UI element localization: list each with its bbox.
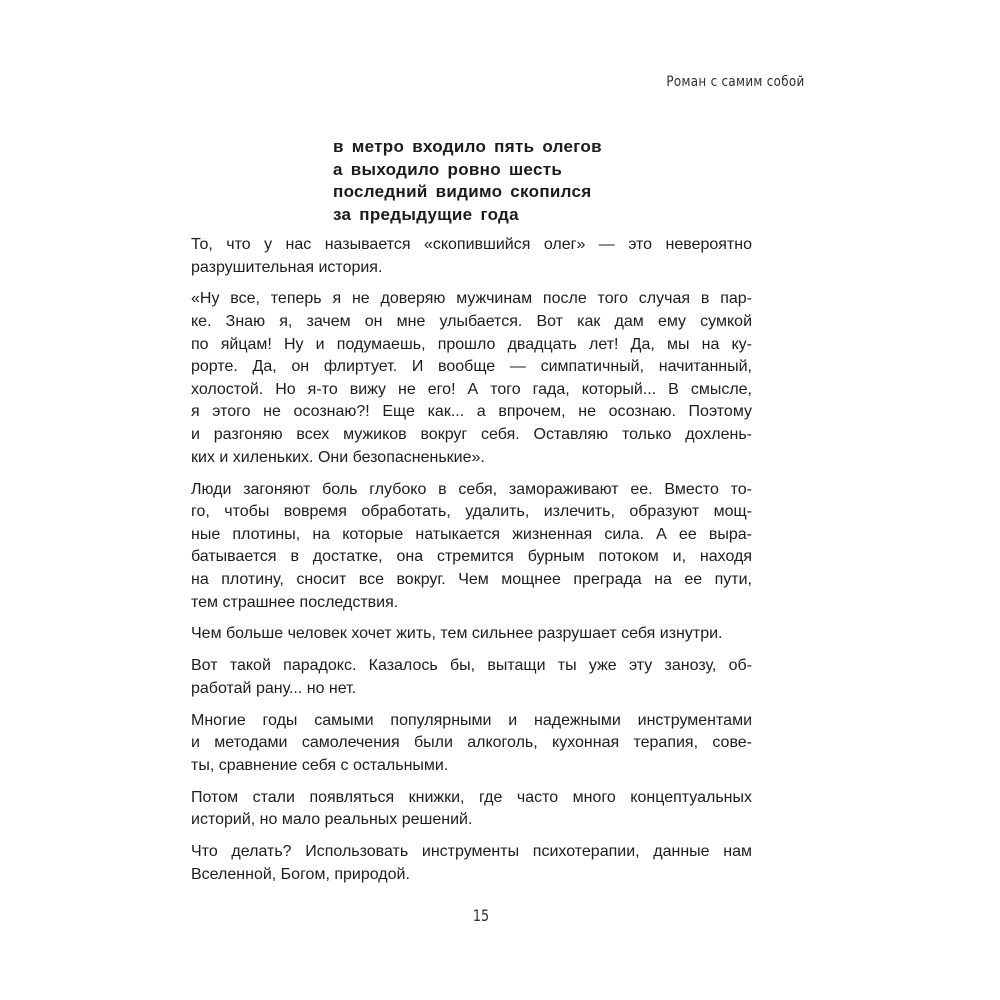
text-line: «Ну все, теперь я не доверяю мужчинам после того случая в пар- bbox=[191, 290, 752, 308]
text-line: Что делать? Использовать инструменты психотерапии, данные нам bbox=[191, 843, 752, 861]
text-line: То, что у нас называется «скопившийся олег» — это невероятно bbox=[191, 236, 752, 253]
text-line: Люди загоняют боль глубоко в себя, замораживают ее. Вместо то- bbox=[191, 480, 752, 498]
text-line: рорте. Да, он флиртует. И вообще — симпатичный, начитанный, bbox=[191, 358, 752, 376]
paragraph bbox=[191, 710, 752, 778]
text-line: по яйцам! Ну и подумаешь, прошло двадцать лет! Да, мы на ку- bbox=[191, 335, 752, 353]
paragraph bbox=[191, 623, 752, 646]
text-line: батывается в достатке, она стремится бурным потоком и, находя bbox=[191, 548, 752, 566]
text-line: историй, но мало реальных решений. bbox=[191, 811, 473, 829]
text-line: тем страшнее последствия. bbox=[191, 593, 399, 611]
text-line: и методами самолечения были алкоголь, кухонная терапия, сове- bbox=[191, 734, 752, 752]
page-number: 15 bbox=[472, 906, 490, 925]
poem-line: последний видимо скопился bbox=[333, 182, 592, 202]
paragraph bbox=[191, 479, 752, 615]
poem-block bbox=[333, 136, 602, 226]
paragraph bbox=[191, 234, 752, 279]
text-line: ные плотины, на которые натыкается жизненная сила. А ее выра- bbox=[191, 525, 752, 543]
running-header: Роман с самим собой bbox=[666, 74, 805, 90]
poem-line: за предыдущие года bbox=[333, 204, 519, 224]
text-line: ке. Знаю я, зачем он мне улыбается. Вот как дам ему сумкой bbox=[191, 313, 752, 331]
body-text bbox=[191, 234, 752, 896]
paragraph bbox=[191, 787, 752, 832]
text-line: я этого не осознаю?! Еще как... а впрочем, не осознаю. Поэтому bbox=[191, 403, 752, 421]
text-line: разрушительная история. bbox=[191, 258, 383, 276]
text-line: ты, сравнение себя с остальными. bbox=[191, 756, 449, 774]
poem-line: в метро входило пять олегов bbox=[333, 137, 602, 156]
poem-line: а выходило ровно шесть bbox=[333, 159, 563, 179]
text-line: ких и хиленьких. Они безопасненькие». bbox=[191, 448, 485, 466]
text-line: Вот такой парадокс. Казалось бы, вытащи ты уже эту занозу, об- bbox=[191, 657, 752, 675]
text-line: на плотину, сносит все вокруг. Чем мощнее преграда на ее пути, bbox=[191, 570, 752, 588]
text-line: Вселенной, Богом, природой. bbox=[191, 865, 410, 883]
text-line: Потом стали появляться книжки, где часто много концептуальных bbox=[191, 788, 752, 806]
text-line: Чем больше человек хочет жить, тем сильнее разрушает себя изнутри. bbox=[191, 625, 723, 643]
text-line: Многие годы самыми популярными и надежными инструментами bbox=[191, 711, 752, 729]
paragraph bbox=[191, 288, 752, 469]
paragraph bbox=[191, 841, 752, 886]
text-line: работай рану... но нет. bbox=[191, 679, 357, 697]
paragraph bbox=[191, 655, 752, 700]
text-line: холостой. Но я-то вижу не его! А того гада, который... В смысле, bbox=[191, 380, 752, 398]
text-line: го, чтобы вовремя обработать, удалить, излечить, образуют мощ- bbox=[191, 503, 752, 521]
text-line: и разгоняю всех мужиков вокруг себя. Оставляю только дохлень- bbox=[191, 426, 752, 444]
